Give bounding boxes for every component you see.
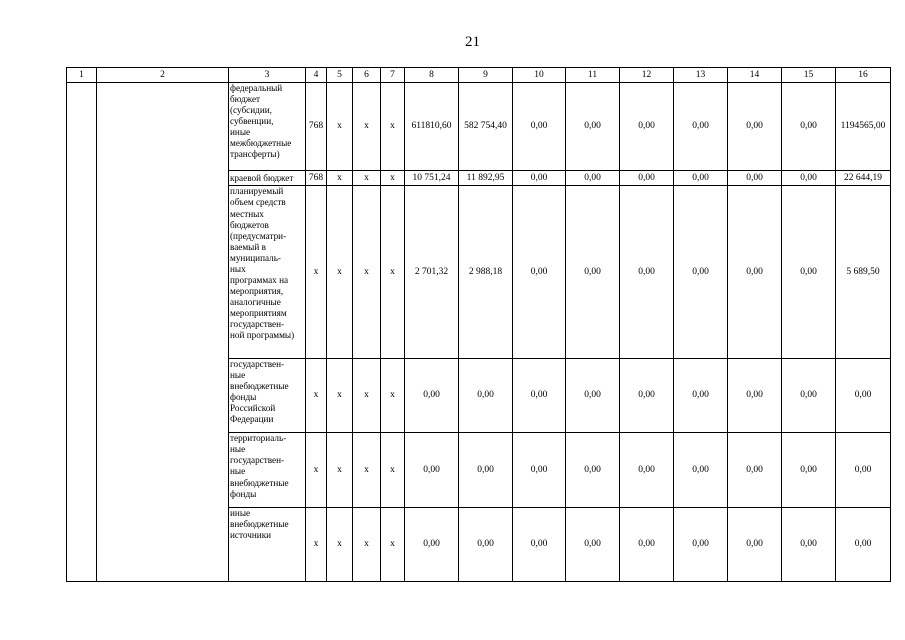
table-cell: 0,00 bbox=[620, 171, 674, 186]
table-cell: 1194565,00 bbox=[836, 83, 891, 171]
table-cell: 0,00 bbox=[459, 433, 513, 507]
table-cell: 0,00 bbox=[405, 433, 459, 507]
table-cell: 10 751,24 bbox=[405, 171, 459, 186]
table-cell: 0,00 bbox=[836, 507, 891, 581]
funding-source-label: краевой бюджет bbox=[229, 171, 306, 186]
table-cell: х bbox=[381, 433, 405, 507]
table-cell: 0,00 bbox=[566, 507, 620, 581]
table-cell: 0,00 bbox=[620, 83, 674, 171]
funding-source-label: планируемый объем средств местных бюджетов (предусматри- ваемый в муниципаль- ных программах на мероприятия, аналогичные мероприятиям государствен- ной программы) bbox=[229, 186, 306, 359]
column-header: 2 bbox=[97, 68, 229, 83]
table-cell: 0,00 bbox=[728, 433, 782, 507]
table-cell: х bbox=[306, 507, 327, 581]
table-cell: х bbox=[381, 186, 405, 359]
table-cell: х bbox=[381, 359, 405, 433]
table-cell: 2 701,32 bbox=[405, 186, 459, 359]
table-cell: х bbox=[327, 433, 353, 507]
column-header: 5 bbox=[327, 68, 353, 83]
table-cell: 0,00 bbox=[620, 186, 674, 359]
table-cell: х bbox=[381, 507, 405, 581]
table-cell: 0,00 bbox=[513, 359, 566, 433]
table-cell: 0,00 bbox=[782, 186, 836, 359]
column-header: 14 bbox=[728, 68, 782, 83]
table-cell: 0,00 bbox=[674, 359, 728, 433]
table-cell: 0,00 bbox=[674, 83, 728, 171]
column-header: 3 bbox=[229, 68, 306, 83]
table-cell: 0,00 bbox=[513, 83, 566, 171]
table-cell: 768 bbox=[306, 171, 327, 186]
page-number: 21 bbox=[465, 34, 480, 50]
table-cell: х bbox=[353, 171, 381, 186]
table-cell: 0,00 bbox=[782, 171, 836, 186]
table-cell: 0,00 bbox=[620, 433, 674, 507]
budget-table bbox=[66, 67, 891, 582]
column-header: 16 bbox=[836, 68, 891, 83]
table-cell: 611810,60 bbox=[405, 83, 459, 171]
table-cell: 0,00 bbox=[728, 507, 782, 581]
empty-cell-col2 bbox=[97, 83, 229, 582]
column-header: 9 bbox=[459, 68, 513, 83]
table-cell: х bbox=[327, 359, 353, 433]
column-header: 7 bbox=[381, 68, 405, 83]
column-header: 11 bbox=[566, 68, 620, 83]
table-row bbox=[67, 83, 891, 171]
table-cell: х bbox=[306, 433, 327, 507]
column-header: 4 bbox=[306, 68, 327, 83]
table-cell: х bbox=[327, 507, 353, 581]
table-cell: 0,00 bbox=[836, 433, 891, 507]
table-cell: 0,00 bbox=[674, 507, 728, 581]
column-header: 12 bbox=[620, 68, 674, 83]
table-cell: 0,00 bbox=[728, 359, 782, 433]
funding-source-label: государствен- ные внебюджетные фонды Российской Федерации bbox=[229, 359, 306, 433]
table-cell: 0,00 bbox=[513, 186, 566, 359]
table-cell: 0,00 bbox=[728, 171, 782, 186]
table-cell: 0,00 bbox=[782, 83, 836, 171]
table-cell: х bbox=[353, 433, 381, 507]
table-cell: 0,00 bbox=[836, 359, 891, 433]
column-header: 8 bbox=[405, 68, 459, 83]
funding-source-label: федеральный бюджет (субсидии, субвенции, иные межбюджетные трансферты) bbox=[229, 83, 306, 171]
table-cell: 0,00 bbox=[782, 507, 836, 581]
table-cell: 0,00 bbox=[566, 186, 620, 359]
table-cell: 0,00 bbox=[674, 433, 728, 507]
table-cell: 5 689,50 bbox=[836, 186, 891, 359]
column-header: 10 bbox=[513, 68, 566, 83]
funding-source-label: территориаль- ные государствен- ные внебюджетные фонды bbox=[229, 433, 306, 507]
table-cell: х bbox=[353, 359, 381, 433]
table-cell: 2 988,18 bbox=[459, 186, 513, 359]
column-header: 15 bbox=[782, 68, 836, 83]
table-cell: х bbox=[327, 171, 353, 186]
column-header: 13 bbox=[674, 68, 728, 83]
table-cell: х bbox=[327, 83, 353, 171]
table-cell: 22 644,19 bbox=[836, 171, 891, 186]
funding-source-label: иные внебюджетные источники bbox=[229, 507, 306, 581]
table-cell: х bbox=[381, 83, 405, 171]
table-cell: х bbox=[306, 359, 327, 433]
table-cell: 0,00 bbox=[782, 359, 836, 433]
table-cell: 582 754,40 bbox=[459, 83, 513, 171]
table-cell: 0,00 bbox=[566, 171, 620, 186]
header-row bbox=[67, 68, 891, 83]
table-cell: 0,00 bbox=[728, 186, 782, 359]
empty-cell-col1 bbox=[67, 83, 97, 582]
table-cell: 11 892,95 bbox=[459, 171, 513, 186]
table-cell: 0,00 bbox=[459, 507, 513, 581]
table-cell: х bbox=[353, 186, 381, 359]
table-cell: 0,00 bbox=[728, 83, 782, 171]
table-cell: 0,00 bbox=[513, 433, 566, 507]
table-cell: 0,00 bbox=[459, 359, 513, 433]
table-cell: 0,00 bbox=[566, 433, 620, 507]
column-header: 6 bbox=[353, 68, 381, 83]
table-cell: 0,00 bbox=[566, 83, 620, 171]
table-cell: х bbox=[381, 171, 405, 186]
table-cell: х bbox=[306, 186, 327, 359]
table-cell: х bbox=[353, 507, 381, 581]
table-cell: х bbox=[353, 83, 381, 171]
table-cell: 0,00 bbox=[620, 359, 674, 433]
table-cell: 0,00 bbox=[513, 171, 566, 186]
table-cell: 0,00 bbox=[405, 359, 459, 433]
table-cell: 0,00 bbox=[674, 186, 728, 359]
table-cell: 768 bbox=[306, 83, 327, 171]
table-cell: 0,00 bbox=[620, 507, 674, 581]
column-header: 1 bbox=[67, 68, 97, 83]
table-cell: 0,00 bbox=[405, 507, 459, 581]
table-cell: 0,00 bbox=[566, 359, 620, 433]
table-cell: 0,00 bbox=[513, 507, 566, 581]
table-cell: 0,00 bbox=[782, 433, 836, 507]
table-cell: 0,00 bbox=[674, 171, 728, 186]
table-cell: х bbox=[327, 186, 353, 359]
